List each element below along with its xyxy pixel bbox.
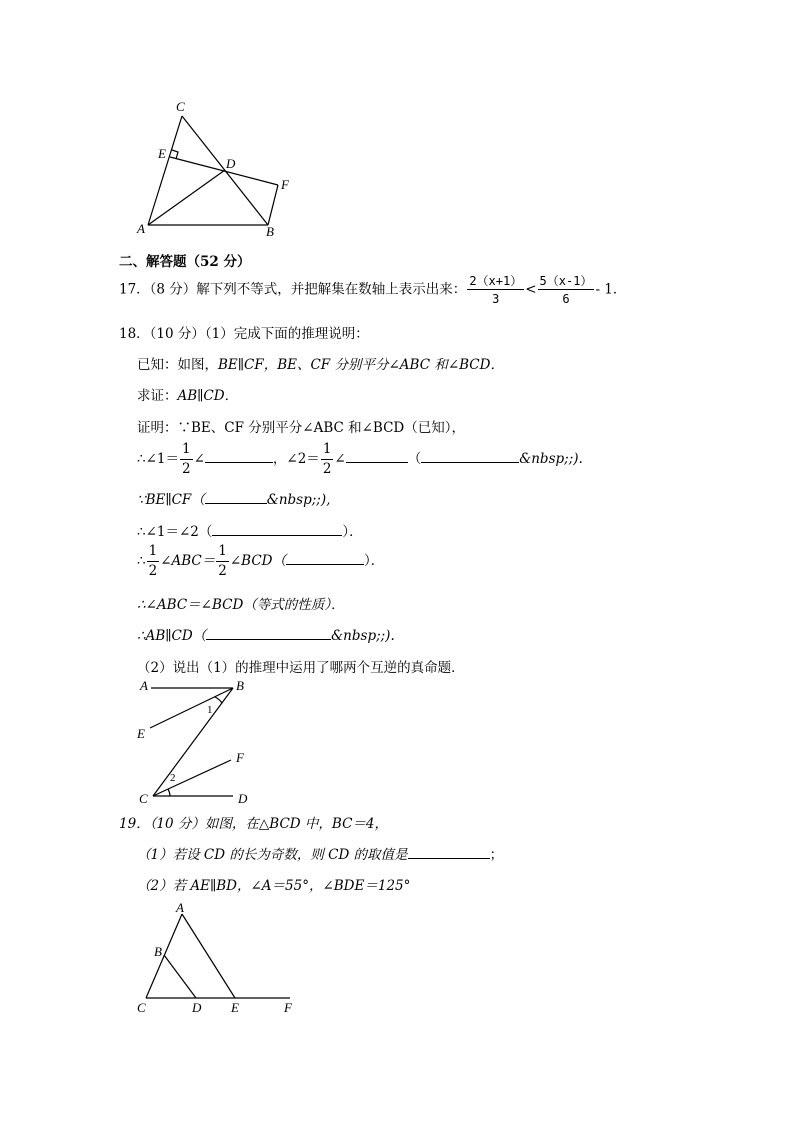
figure-triangle-abcdef — [130, 895, 300, 1020]
q18-line-5: ∴∠ABC＝∠BCD（等式的性质）． — [137, 597, 345, 613]
q18-line-6: ∴AB∥CD（ &nbsp;;). — [137, 624, 395, 644]
q18-given: 已知：如图，BE∥CF，BE、CF 分别平分∠ABC 和∠BCD． — [137, 357, 504, 373]
fig2-label-f: F — [236, 750, 244, 765]
section-title: 二、解答题（52 分） — [119, 254, 251, 270]
q17-suffix: - 1． — [595, 281, 627, 298]
q18-prove: 求证：AB∥CD． — [137, 388, 239, 404]
q19-part-2: （2）若 AE∥BD，∠A＝55°，∠BDE＝125° — [137, 878, 411, 894]
q17-prefix: 17．（8 分）解下列不等式，并把解集在数轴上表示出来： — [119, 281, 467, 298]
fig2-label-e: E — [137, 726, 145, 741]
figure-parallel-lines — [130, 675, 260, 810]
fig2-angle-1: 1 — [207, 704, 213, 716]
blank-5[interactable] — [212, 521, 342, 536]
fig1-label-c: C — [176, 99, 185, 114]
fig3-label-b: B — [154, 944, 162, 959]
q17-fraction-1: $\frac{2(x+1)}{3}$ — [469, 274, 523, 306]
blank-3[interactable] — [421, 448, 519, 463]
fig3-label-e: E — [231, 1000, 239, 1015]
fig3-label-a: A — [176, 900, 184, 915]
fig2-label-a: A — [140, 678, 148, 693]
question-17 — [119, 275, 626, 305]
q17-less-than: < — [525, 281, 537, 298]
q18-proof-intro: 证明：∵BE、CF 分别平分∠ABC 和∠BCD（已知）， — [137, 420, 466, 436]
fig2-label-c: C — [139, 791, 148, 806]
q18-part-2: （2）说出（1）的推理中运用了哪两个互逆的真命题． — [137, 660, 465, 676]
fig1-label-f: F — [281, 177, 289, 192]
fig3-label-c: C — [137, 1000, 146, 1015]
q19-part-1: （1）若设 CD 的长为奇数，则 CD 的取值是 ； — [137, 843, 503, 863]
blank-6[interactable] — [286, 550, 364, 565]
fig3-label-f: F — [284, 1000, 292, 1015]
q18-title: 18．（10 分）（1）完成下面的推理说明： — [119, 326, 369, 342]
fig2-angle-2: 2 — [170, 772, 176, 784]
figure-triangle-cedfab — [130, 95, 310, 245]
fig1-label-e: E — [158, 146, 166, 161]
q17-fraction-2: $\frac{5(x-1)}{6}$ — [539, 274, 593, 306]
blank-1[interactable] — [205, 448, 273, 463]
blank-4[interactable] — [205, 489, 267, 504]
fig3-label-d: D — [192, 1000, 202, 1015]
fig1-label-d: D — [226, 156, 236, 171]
blank-2[interactable] — [346, 448, 408, 463]
blank-7[interactable] — [206, 625, 331, 640]
q18-line-2: ∵BE∥CF（ &nbsp;;), — [137, 488, 330, 508]
q19-title: 19．（10 分）如图，在△BCD 中，BC＝4， — [119, 816, 388, 832]
q18-line-4: ∴ $\frac{1}{2}$ ∠ABC＝ $\frac{1}{2}$ ∠BCD（ ）． — [137, 543, 385, 579]
q18-line-1: ∴∠1＝ $\frac{1}{2}$ ∠ ，∠2＝ $\frac{1}{2}$ ∠ （ &nbsp;;). — [137, 441, 583, 477]
q18-line-3: ∴∠1＝∠2（ ）． — [137, 520, 363, 540]
fig2-label-b: B — [236, 678, 244, 693]
fig1-label-a: A — [137, 221, 145, 236]
fig1-label-b: B — [266, 224, 274, 239]
fig2-label-d: D — [238, 791, 248, 806]
blank-8[interactable] — [408, 844, 490, 859]
